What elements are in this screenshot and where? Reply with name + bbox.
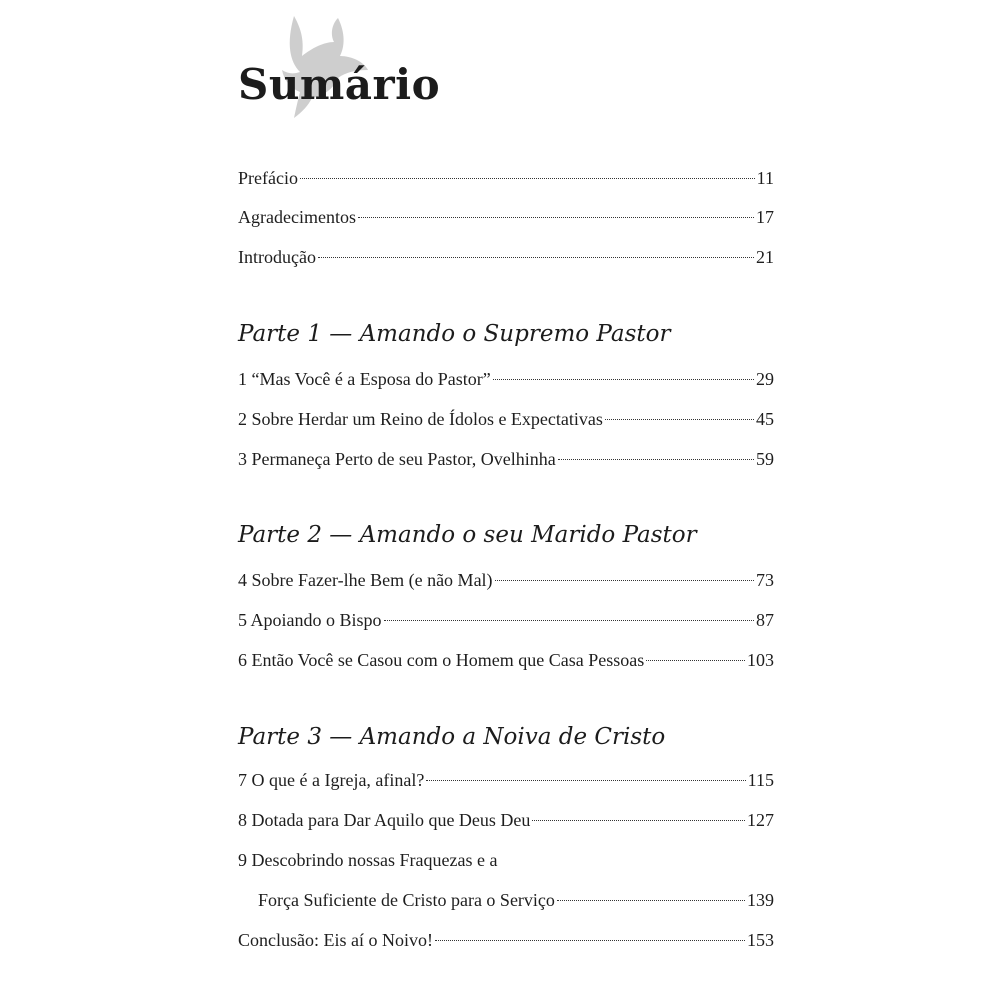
toc-entry-chapter-5 [238, 608, 774, 632]
dot-leader [646, 660, 745, 661]
toc-entry-label: Agradecimentos [238, 207, 356, 227]
toc-entry-label: Conclusão: Eis aí o Noivo! [238, 930, 433, 950]
dot-leader [426, 780, 745, 781]
toc-entry-introducao [238, 245, 774, 269]
toc-entry-label: 5 Apoiando o Bispo [238, 610, 382, 630]
toc-entry-label: Força Suficiente de Cristo para o Serviço [258, 890, 555, 910]
toc-entry-label: 1 “Mas Você é a Esposa do Pastor” [238, 369, 491, 389]
dot-leader [557, 900, 745, 901]
toc-entry-chapter-1 [238, 367, 774, 391]
dot-leader [558, 459, 754, 460]
toc-entry-chapter-6 [238, 648, 774, 672]
dot-leader [493, 379, 754, 380]
toc-entry-chapter-9-line-2 [258, 888, 774, 912]
toc-entry-chapter-4 [238, 568, 774, 592]
toc-entry-page: 45 [756, 409, 774, 429]
toc-entry-chapter-9-line-1 [238, 848, 497, 872]
toc-entry-label: Introdução [238, 247, 316, 267]
toc-entry-chapter-3 [238, 447, 774, 471]
toc-entry-label: 8 Dotada para Dar Aquilo que Deus Deu [238, 810, 531, 830]
dot-leader [605, 419, 754, 420]
toc-entry-page: 17 [756, 207, 774, 227]
part-heading-2: Parte 2 — Amando o seu Marido Pastor [238, 522, 697, 548]
toc-entry-conclusao [238, 928, 774, 952]
dot-leader [318, 257, 754, 258]
toc-entry-page: 73 [756, 570, 774, 590]
toc-entry-label: 2 Sobre Herdar um Reino de Ídolos e Expectativas [238, 409, 603, 429]
toc-entry-label: 7 O que é a Igreja, afinal? [238, 770, 425, 790]
toc-entry-label: 3 Permaneça Perto de seu Pastor, Ovelhinha [238, 449, 556, 469]
toc-entry-agradecimentos [238, 205, 774, 229]
dot-leader [300, 178, 755, 179]
toc-entry-chapter-7 [238, 768, 774, 792]
toc-entry-chapter-2 [238, 407, 774, 431]
toc-entry-label: Prefácio [238, 168, 298, 188]
toc-entry-page: 21 [756, 247, 774, 267]
toc-entry-page: 11 [756, 168, 774, 188]
dot-leader [532, 820, 745, 821]
dot-leader [495, 580, 754, 581]
toc-entry-label: 6 Então Você se Casou com o Homem que Casa Pessoas [238, 650, 645, 670]
toc-entry-prefacio [238, 166, 774, 190]
page-title: Sumário [238, 60, 441, 109]
toc-entry-chapter-8 [238, 808, 774, 832]
dot-leader [435, 940, 745, 941]
toc-entry-page: 59 [756, 449, 774, 469]
toc-entry-page: 87 [756, 610, 774, 630]
toc-entry-page: 29 [756, 369, 774, 389]
part-heading-3: Parte 3 — Amando a Noiva de Cristo [238, 724, 666, 750]
toc-entry-label: 9 Descobrindo nossas Fraquezas e a [238, 850, 498, 870]
toc-entry-page: 127 [747, 810, 774, 830]
toc-entry-page: 103 [747, 650, 774, 670]
toc-entry-page: 153 [747, 930, 774, 950]
toc-entry-label: 4 Sobre Fazer-lhe Bem (e não Mal) [238, 570, 493, 590]
toc-entry-page: 139 [747, 890, 774, 910]
dot-leader [358, 217, 754, 218]
part-heading-1: Parte 1 — Amando o Supremo Pastor [238, 321, 671, 347]
toc-entry-page: 115 [747, 770, 774, 790]
dot-leader [384, 620, 754, 621]
